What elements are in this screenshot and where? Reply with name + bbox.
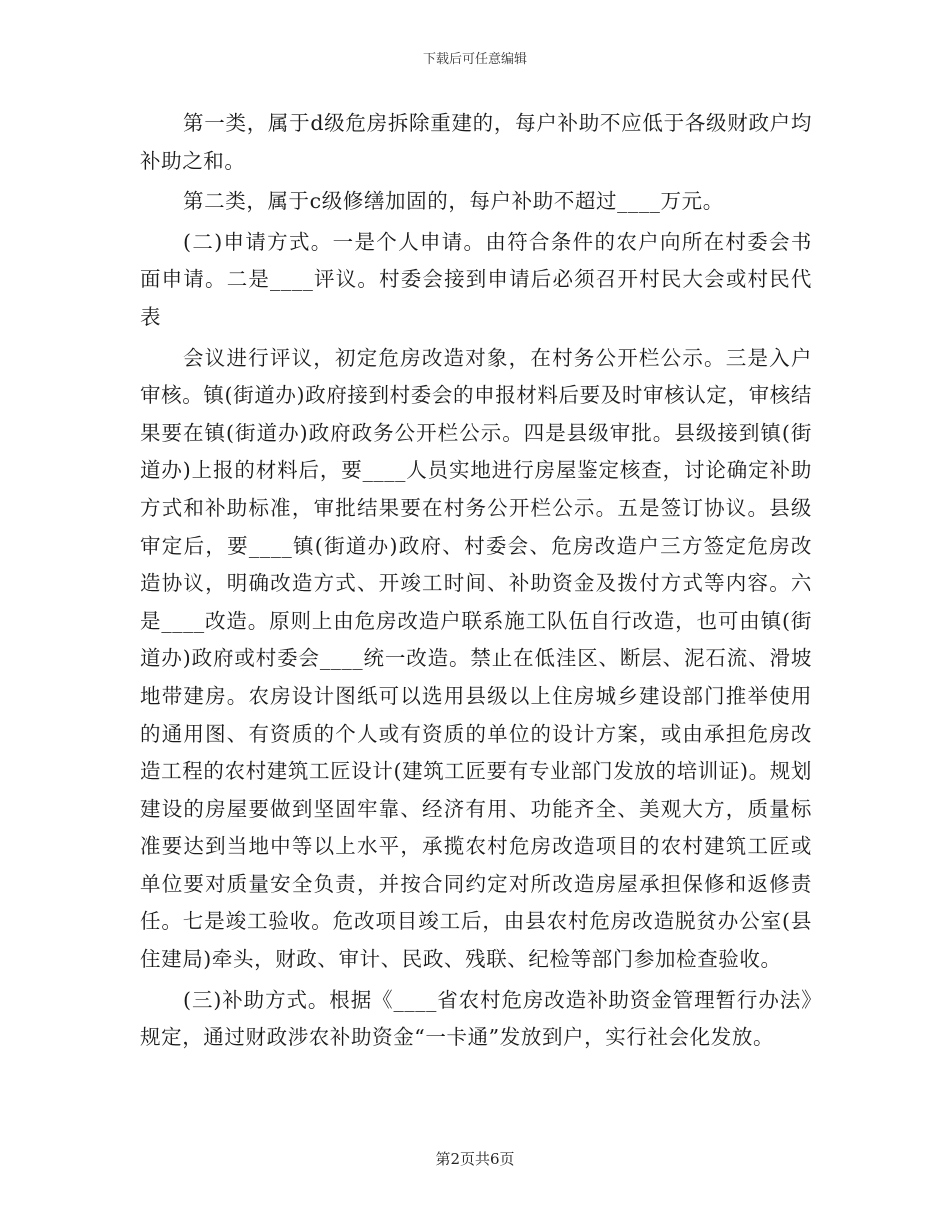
document-body [140,105,812,1060]
paragraph-application-method: (二)申请方式。一是个人申请。由符合条件的农户向所在村委会书面申请。二是____评议。村委会接到申请后必须召开村民大会或村民代表 [140,229,812,329]
page-number: 第2页共6页 [435,1150,515,1168]
paragraph-subsidy-method: (三)补助方式。根据《____省农村危房改造补助资金管理暂行办法》规定，通过财政涉农补助资金“一卡通”发放到户，实行社会化发放。 [140,987,812,1050]
paragraph-review-process: 会议进行评议，初定危房改造对象，在村务公开栏公示。三是入户审核。镇(街道办)政府接到村委会的申报材料后要及时审核认定，审核结果要在镇(街道办)政府政务公开栏公示。四是县级审批。县级接到镇(街道办)上报的材料后，要____人员实地进行房屋鉴定核查，讨论确定补助方式和补助标准，审批结果要在村务公开栏公示。五是签订协议。县级审定后，要____镇(街道办)政府、村委会、危房改造户三方签定危房改造协议，明确改造方式、开竣工时间、补助资金及拨付方式等内容。六是____改造。原则上由危房改造户联系施工队伍自行改造，也可由镇(街道办)政府或村委会____统一改造。禁止在低洼区、断层、泥石流、滑坡地带建房。农房设计图纸可以选用县级以上住房城乡建设部门推举使用的通用图、有资质的个人或有资质的单位的设计方案，或由承担危房改造工程的农村建筑工匠设计(建筑工匠要有专业部门发放的培训证)。规划建设的房屋要做到坚固牢靠、经济有用、功能齐全、美观大方，质量标准要达到当地中等以上水平，承揽农村危房改造项目的农村建筑工匠或单位要对质量安全负责，并按合同约定对所改造房屋承担保修和返修责任。七是竣工验收。危改项目竣工后，由县农村危房改造脱贫办公室(县住建局)牵头，财政、审计、民政、残联、纪检等部门参加检查验收。 [140,345,812,972]
paragraph-category-two: 第二类，属于c级修缮加固的，每户补助不超过____万元。 [183,189,724,214]
page-header: 下载后可任意编辑 [422,52,527,67]
paragraph-category-one: 第一类，属于d级危房拆除重建的，每户补助不应低于各级财政户均补助之和。 [140,111,812,173]
